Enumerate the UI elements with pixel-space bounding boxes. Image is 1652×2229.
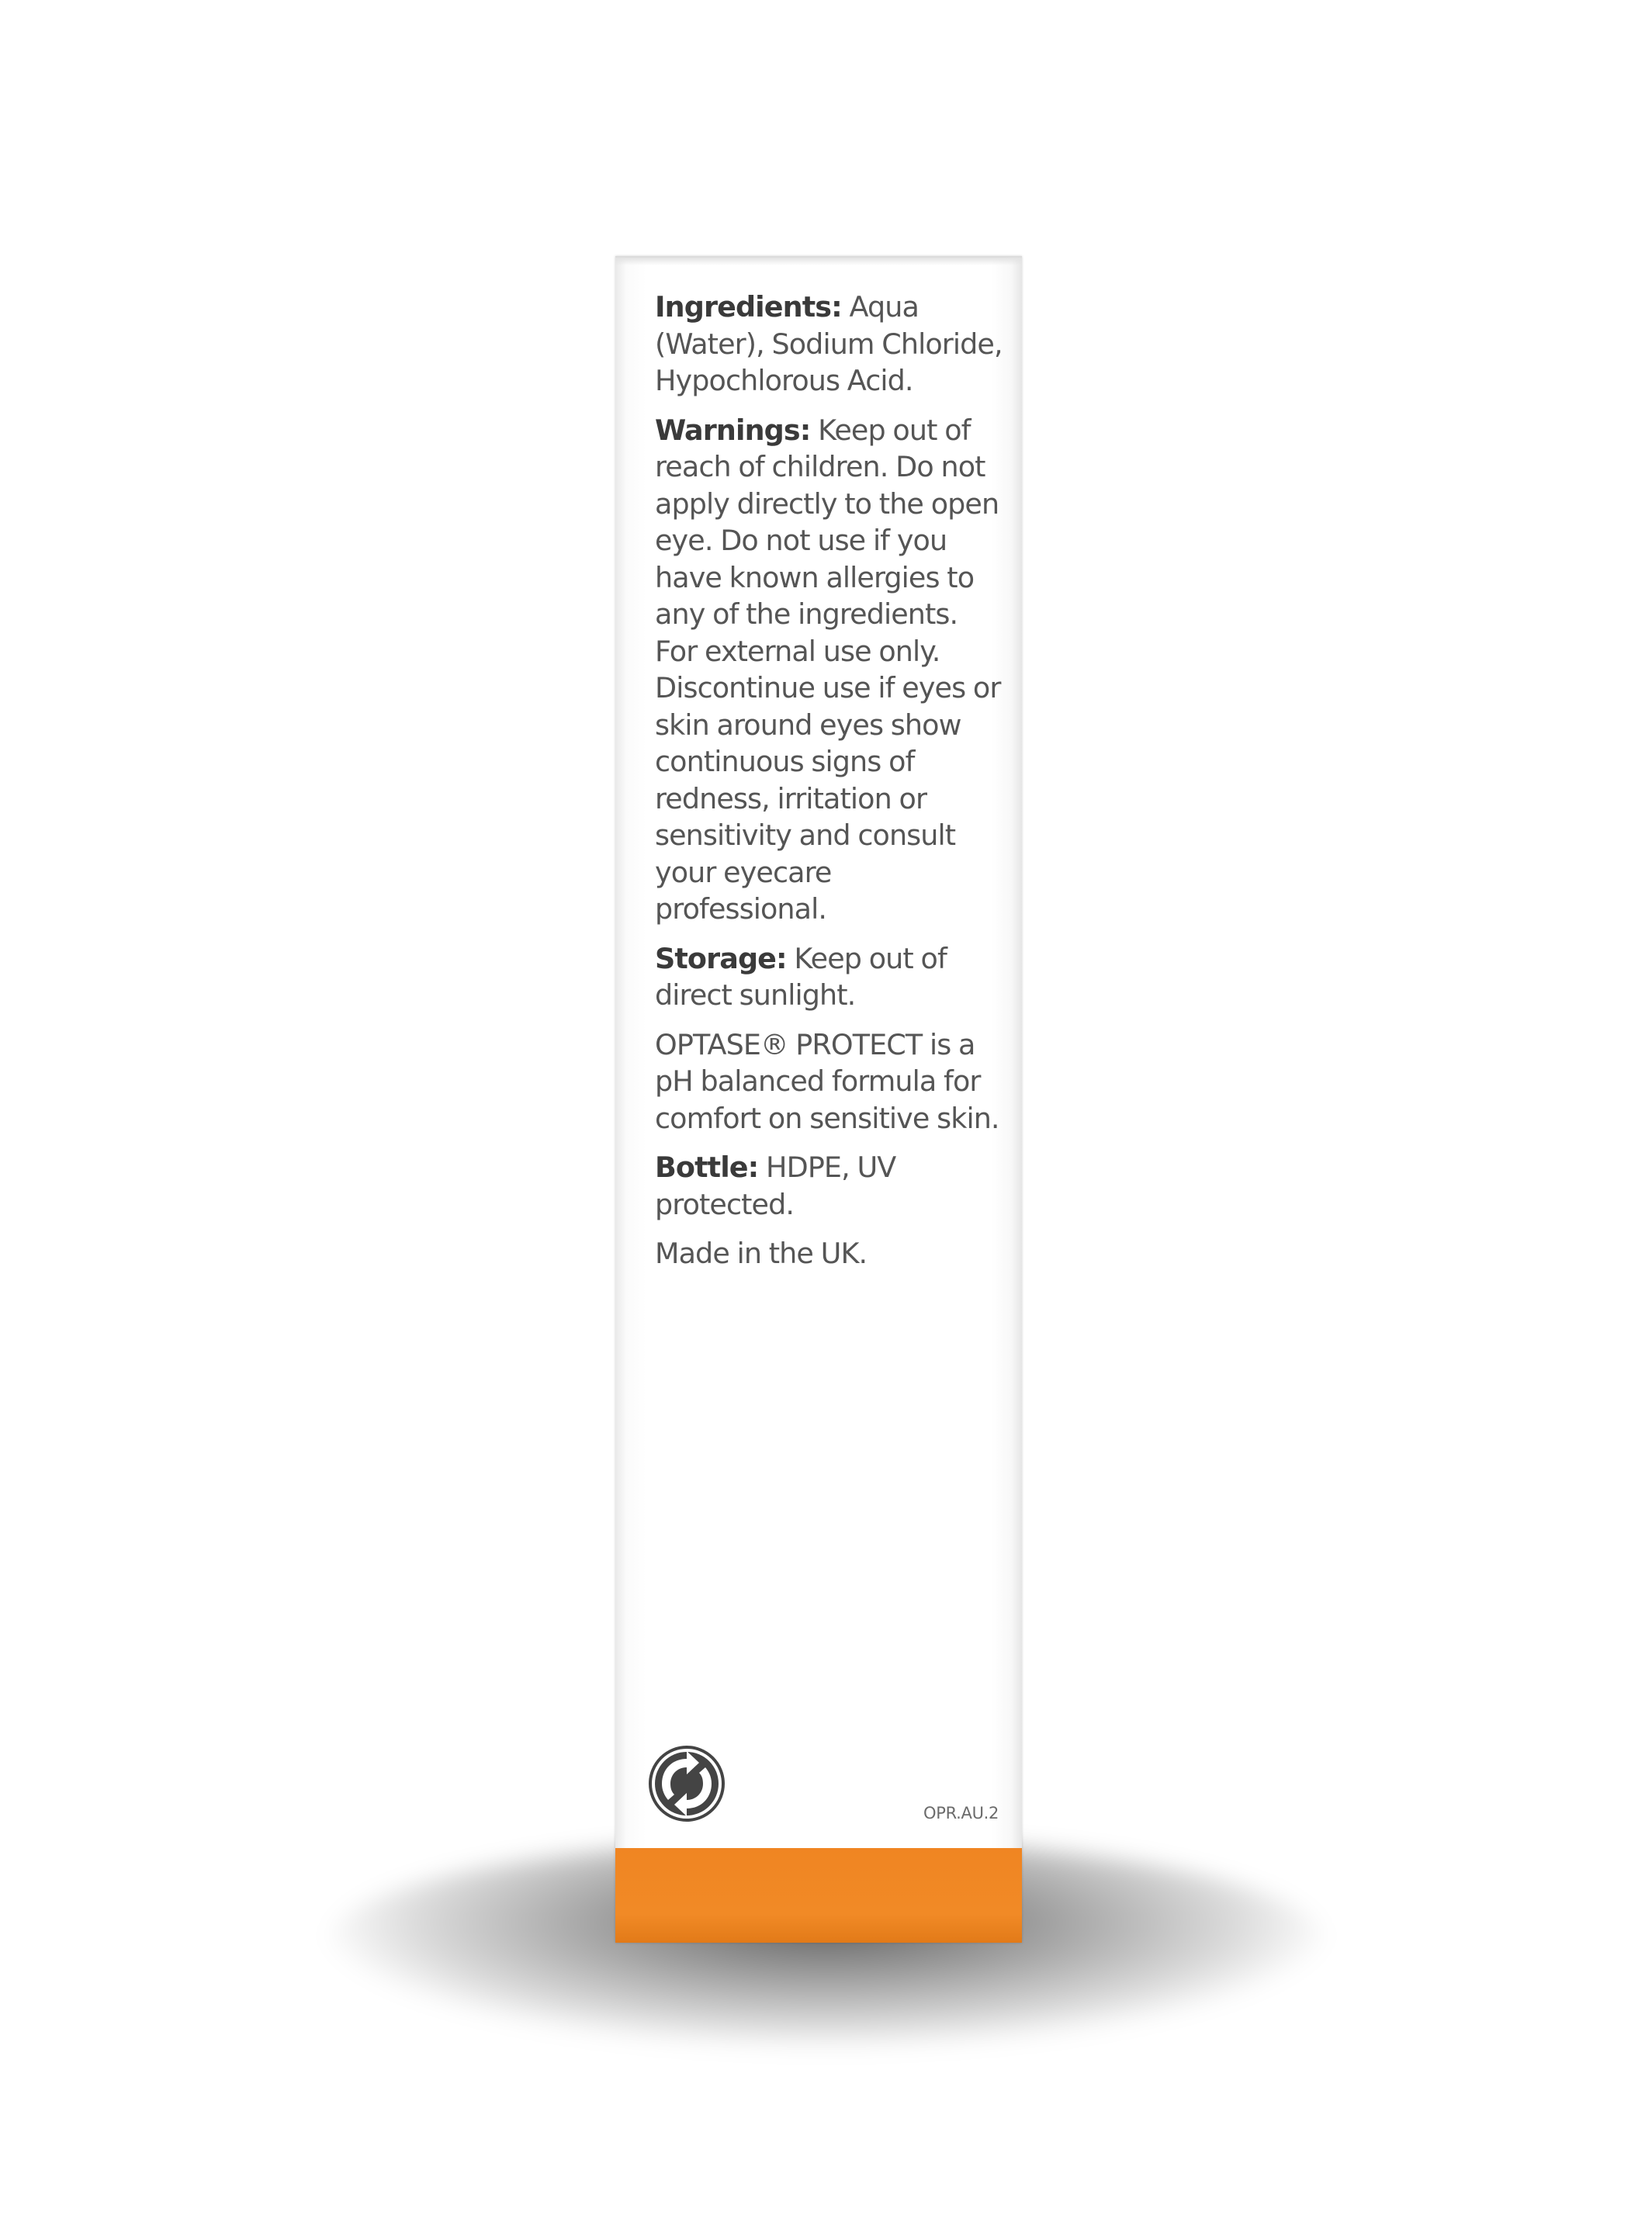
product-box-side-panel bbox=[615, 256, 1022, 1943]
bottle-paragraph bbox=[655, 1149, 1004, 1223]
batch-code: OPR.AU.2 bbox=[923, 1804, 999, 1822]
warnings-paragraph bbox=[655, 412, 1004, 928]
warnings-text: Keep out of reach of children. Do not apply directly to the open eye. Do not use if you have known allergies to any of the ingredients. For external use only. Discontinue use if eyes or skin around eyes show continuous signs of redness, irritation or sensitivity and consult your eyecare professional. bbox=[655, 413, 1001, 926]
storage-paragraph bbox=[655, 940, 1004, 1014]
storage-label: Storage: bbox=[655, 941, 787, 975]
origin-paragraph bbox=[655, 1235, 1004, 1272]
ingredients-text: Aqua (Water), Sodium Chloride, Hypochlorous Acid. bbox=[655, 290, 1003, 397]
ingredients-paragraph bbox=[655, 289, 1004, 400]
green-dot-recycle-icon bbox=[648, 1745, 726, 1822]
box-top-edge bbox=[615, 258, 1022, 265]
formula-paragraph bbox=[655, 1026, 1004, 1137]
origin-text: Made in the UK. bbox=[655, 1237, 868, 1270]
warnings-label: Warnings: bbox=[655, 413, 811, 447]
product-information-text bbox=[655, 289, 1004, 1285]
ingredients-label: Ingredients: bbox=[655, 290, 842, 324]
formula-text: OPTASE® PROTECT is a pH balanced formula for comfort on sensitive skin. bbox=[655, 1027, 999, 1135]
bottle-text: HDPE, UV protected. bbox=[655, 1151, 896, 1221]
storage-text: Keep out of direct sunlight. bbox=[655, 941, 947, 1012]
orange-accent-band bbox=[615, 1848, 1022, 1943]
bottle-label: Bottle: bbox=[655, 1151, 759, 1184]
